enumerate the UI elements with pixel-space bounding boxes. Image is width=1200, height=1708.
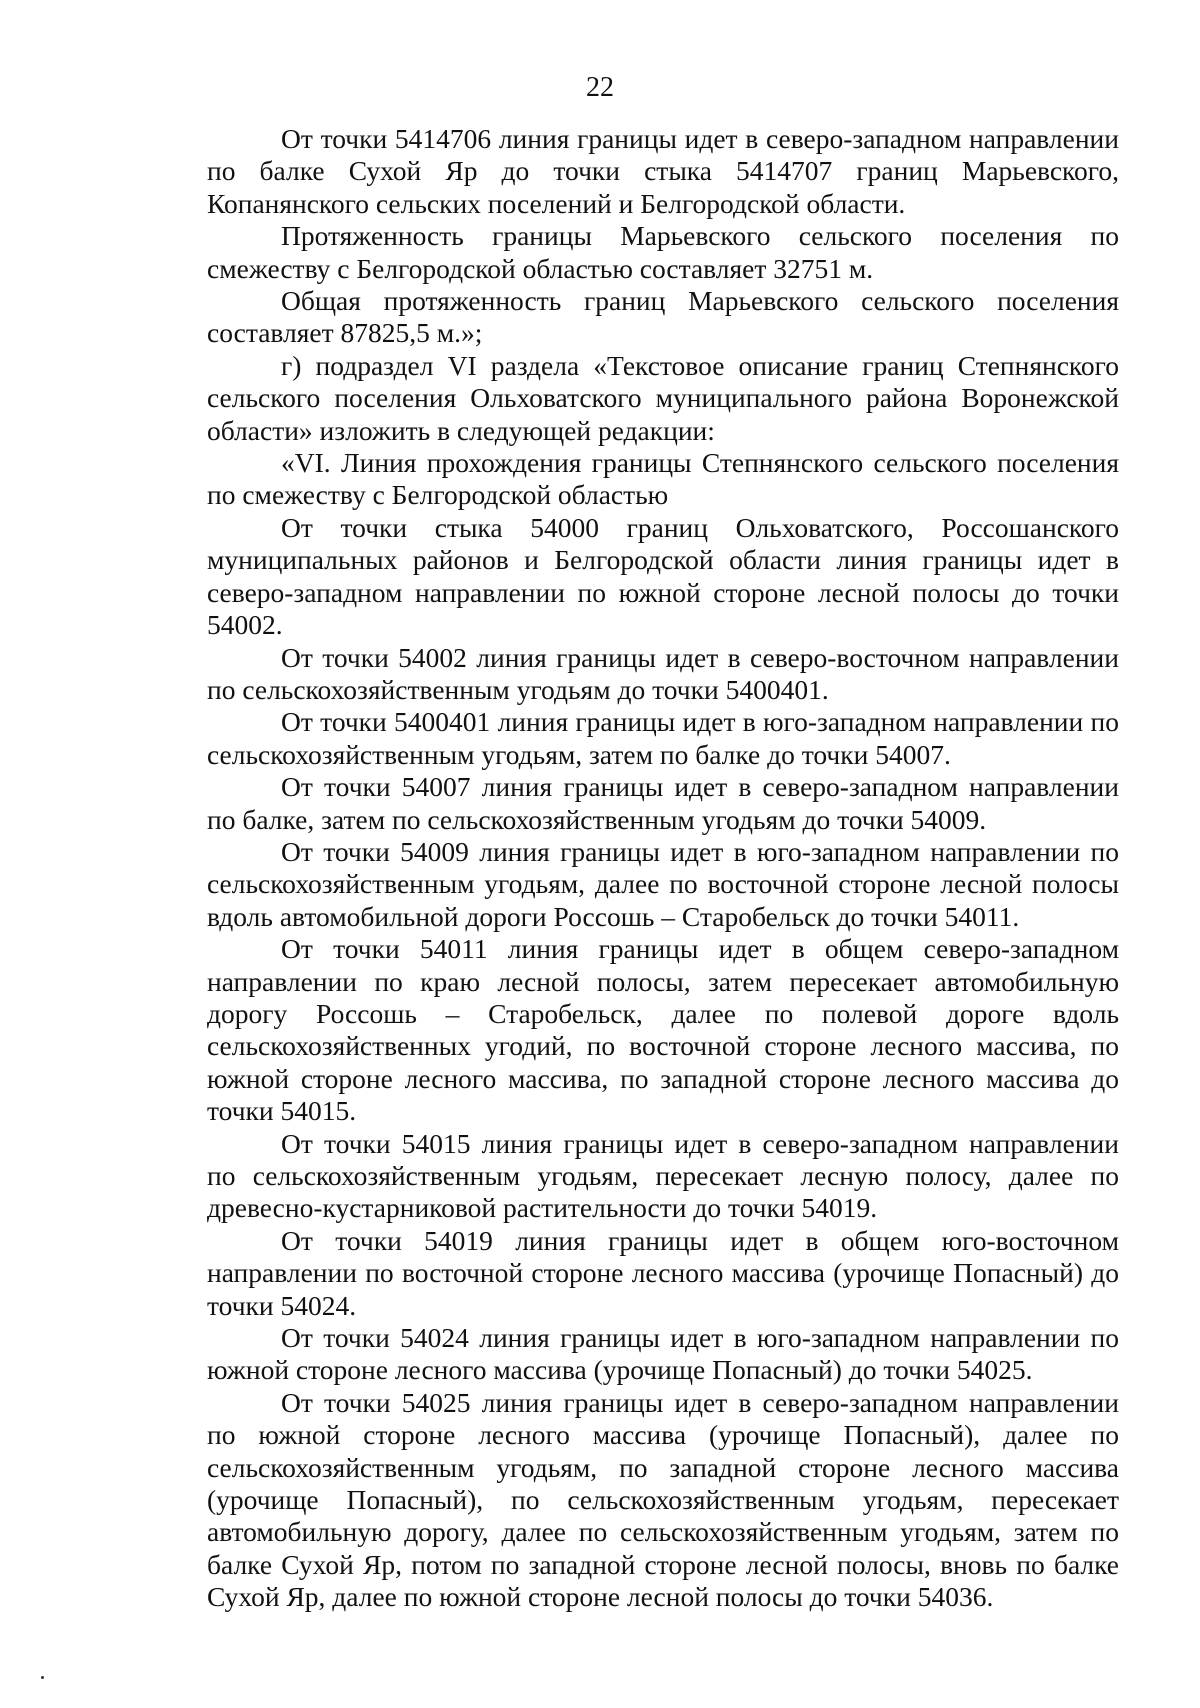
paragraph: От точки стыка 54000 границ Ольховатского, Россошанского муниципальных районов и Белгородской области линия границы идет в северо-западном направлении по южной стороне лесной полосы до точки 54002. [207, 511, 1119, 641]
paragraph: От точки 54009 линия границы идет в юго-западном направлении по сельскохозяйственным угодьям, далее по восточной стороне лесной полосы вдоль автомобильной дороги Россошь – Старобельск до точки 54011. [207, 835, 1119, 932]
paragraph: От точки 54025 линия границы идет в северо-западном направлении по южной стороне лесного массива (урочище Попасный), далее по сельскохозяйственным угодьям, по западной стороне лесного массива (урочище Попасный), по сельскохозяйственным угодьям, пересекает автомобильную дорогу, далее по сельскохозяйственным угодьям, затем по балке Сухой Яр, потом по западной стороне лесной полосы, вновь по балке Сухой Яр, далее по южной стороне лесной полосы до точки 54036. [207, 1386, 1119, 1613]
document-body [207, 123, 1119, 1614]
paragraph: Общая протяженность границ Марьевского сельского поселения составляет 87825,5 м.»; [207, 285, 1119, 349]
paragraph: От точки 54002 линия границы идет в северо-восточном направлении по сельскохозяйственным угодьям до точки 5400401. [207, 641, 1119, 705]
paragraph: «VI. Линия прохождения границы Степнянского сельского поселения по смежеству с Белгородской областью [207, 447, 1119, 511]
paragraph: От точки 5414706 линия границы идет в северо-западном направлении по балке Сухой Яр до точки стыка 5414707 границ Марьевского, Копанянского сельских поселений и Белгородской области. [207, 123, 1119, 219]
paragraph: г) подраздел VI раздела «Текстовое описание границ Степнянского сельского поселения Ольховатского муниципального района Воронежской области» изложить в следующей редакции: [207, 349, 1119, 446]
paragraph: От точки 54024 линия границы идет в юго-западном направлении по южной стороне лесного массива (урочище Попасный) до точки 54025. [207, 1322, 1119, 1386]
scan-speck [41, 1676, 44, 1679]
paragraph: От точки 54007 линия границы идет в северо-западном направлении по балке, затем по сельскохозяйственным угодьям до точки 54009. [207, 771, 1119, 835]
paragraph: От точки 5400401 линия границы идет в юго-западном направлении по сельскохозяйственным угодьям, затем по балке до точки 54007. [207, 706, 1119, 770]
paragraph: От точки 54015 линия границы идет в северо-западном направлении по сельскохозяйственным угодьям, пересекает лесную полосу, далее по древесно-кустарниковой растительности до точки 54019. [207, 1127, 1119, 1224]
paragraph: Протяженность границы Марьевского сельского поселения по смежеству с Белгородской областью составляет 32751 м. [207, 220, 1119, 284]
paragraph: От точки 54011 линия границы идет в общем северо-западном направлении по краю лесной полосы, затем пересекает автомобильную дорогу Россошь – Старобельск, далее по полевой дороге вдоль сельскохозяйственных угодий, по восточной стороне лесного массива, по южной стороне лесного массива, по западной стороне лесного массива до точки 54015. [207, 933, 1119, 1127]
page-number: 22 [586, 72, 614, 103]
paragraph: От точки 54019 линия границы идет в общем юго-восточном направлении по восточной стороне лесного массива (урочище Попасный) до точки 54024. [207, 1224, 1119, 1321]
